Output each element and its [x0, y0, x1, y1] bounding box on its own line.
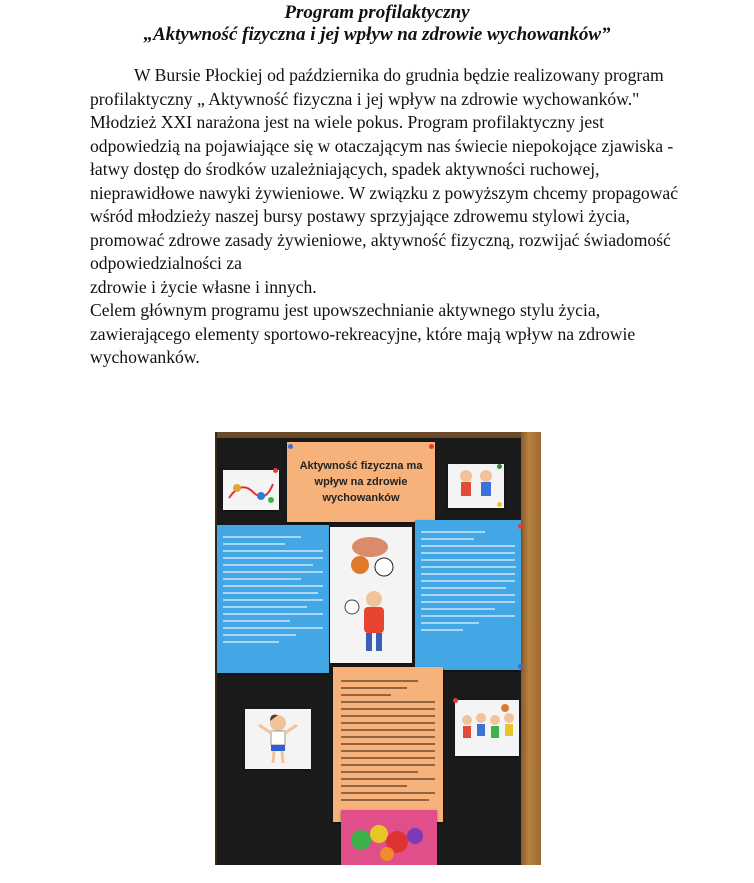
poster-title-card: Aktywność fizyczna ma wpływ na zdrowie wychowanków [287, 442, 435, 522]
paragraph-intro: W Bursie Płockiej od października do grudnia będzie realizowany program profilaktyczny „ Aktywność fizyczna i jej wpływ na zdrowie wychowanków." [90, 65, 664, 109]
group-sports-clipart-image [455, 700, 519, 756]
paragraph-goal: Celem głównym programu jest upowszechnianie aktywnego stylu życia, zawierającego elementy sportowo-rekreacyjne, które mają wpływ na zdrowie wychowanków. [90, 300, 636, 367]
food-poster-image [341, 810, 437, 865]
text-lines [217, 525, 329, 643]
children-clipart-image [448, 464, 504, 508]
board-frame-top [215, 432, 541, 438]
pin-icon [518, 664, 523, 669]
pin-icon [273, 468, 278, 473]
paragraph-problem: Młodzież XXI narażona jest na wiele pokus. Program profilaktyczny jest odpowiedzią na pojawiające się w otaczającym nas świecie niepokojące zjawiska - łatwy dostęp do środków uzależniających, spadek aktywności ruchowej, nieprawidłowe nawyki żywieniowe. W związku z powyższym chcemy propagować wśród młodzieży naszej bursy postawy sprzyjające zdrowemu stylowi życia, promować zdrowe zasady żywieniowe, aktywność fizyczną, rozwijać świadomość odpowiedzialności za [90, 112, 679, 273]
paragraph-problem-end: zdrowie i życie własne i innych. [90, 276, 317, 297]
board-frame-right [521, 432, 541, 865]
document-title-line1: Program profilaktyczny [284, 2, 470, 23]
boy-clipart-image [245, 709, 311, 769]
text-lines [415, 520, 521, 631]
bulletin-board-photo [215, 432, 541, 865]
body-text [90, 64, 690, 370]
info-card-right [415, 520, 521, 670]
sports-kid-image [330, 527, 412, 663]
pin-icon [518, 524, 523, 529]
pin-icon [288, 444, 293, 449]
pin-icon [497, 464, 502, 469]
pin-icon [429, 444, 434, 449]
pin-icon [453, 698, 458, 703]
info-card-left [217, 525, 329, 673]
info-card-bottom [333, 667, 443, 822]
document-title-line2: „Aktywność fizyczna i jej wpływ na zdrowie wychowanków” [143, 24, 611, 45]
pin-icon [497, 502, 502, 507]
text-lines [333, 667, 443, 801]
sports-clipart-image [223, 470, 279, 510]
